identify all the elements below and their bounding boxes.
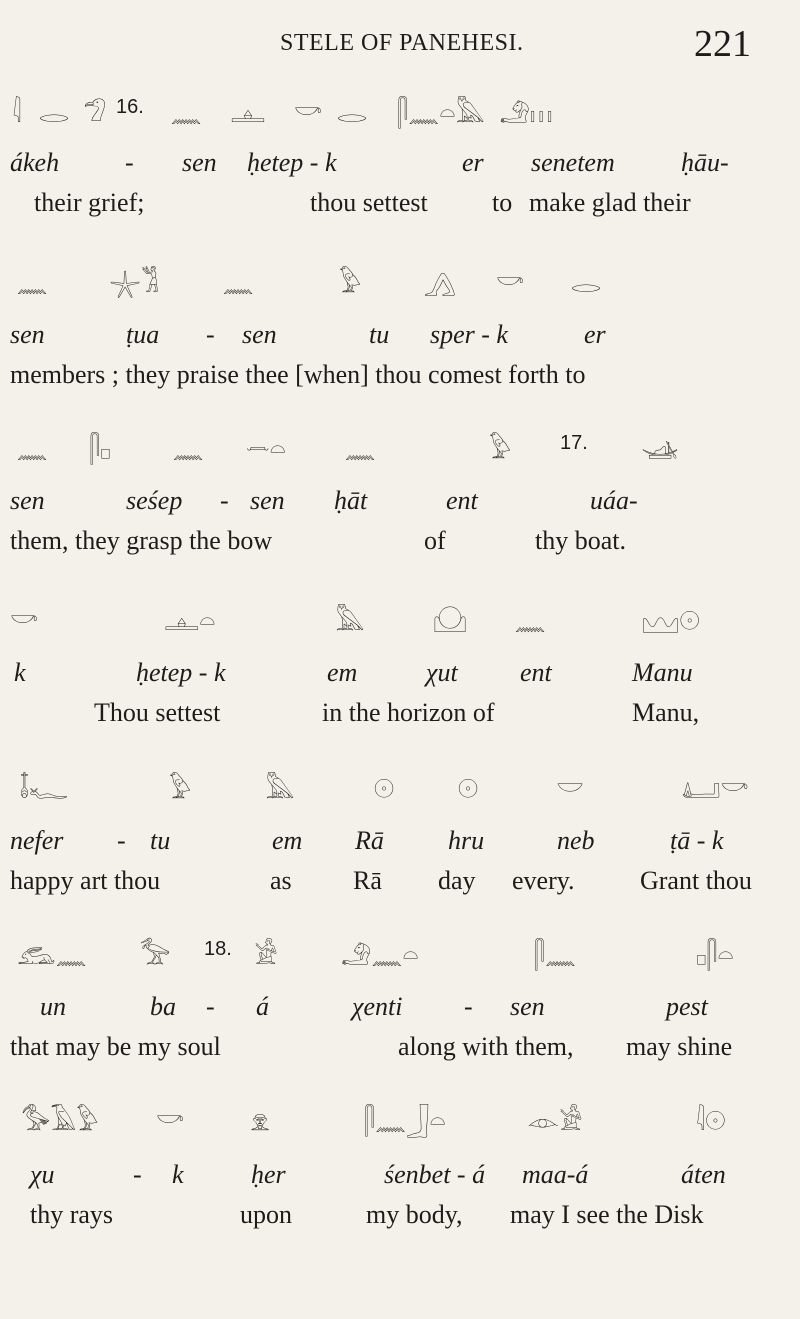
- hieroglyph-row-4: [0, 588, 800, 648]
- bow-icon: 𓌒𓏏: [245, 435, 287, 465]
- running-title: STELE OF PANEHESI.: [280, 30, 524, 56]
- mouth-icon: 𓂋: [336, 99, 368, 129]
- bird-icon: 𓅿: [83, 99, 107, 129]
- translit-word: ṭua: [126, 320, 160, 349]
- translation-phrase: thy rays: [30, 1200, 114, 1229]
- translit-word: tu: [150, 826, 171, 855]
- translit-word: χut: [426, 658, 458, 687]
- translit-word: śenbet - á: [384, 1160, 486, 1189]
- translation-phrase: Manu,: [632, 698, 700, 727]
- translit-word: er: [462, 148, 484, 177]
- eye-icon: 𓁹𓀀: [527, 1107, 583, 1137]
- heart-icon: 𓄤𓆑: [19, 775, 69, 805]
- ibis-icon: 𓅜𓄿𓅱: [21, 1107, 99, 1137]
- translation-phrase: to: [492, 188, 513, 217]
- translation-phrase: in the horizon of: [322, 698, 495, 727]
- translit-word: sper - k: [430, 320, 508, 349]
- water-icon: 𓈖: [172, 435, 204, 465]
- fire-icon: 𓊪𓋴𓏏: [696, 941, 734, 971]
- translit-word: -: [464, 992, 473, 1021]
- water-icon: 𓈖: [514, 607, 546, 637]
- mouth-icon: 𓂋: [38, 99, 70, 129]
- water-icon: 𓋴𓈖: [534, 941, 576, 971]
- senetem-glyphs-icon: 𓋴𓈖𓏏𓅓: [397, 99, 485, 129]
- translit-word: -: [133, 1160, 142, 1189]
- basket-icon: 𓎟: [556, 775, 584, 805]
- translation-phrase: upon: [240, 1200, 292, 1229]
- translation-phrase: Thou settest: [94, 698, 221, 727]
- translit-word: -: [117, 826, 126, 855]
- translit-word: ḥāu-: [681, 148, 729, 177]
- altar-icon: 𓊵𓏏: [164, 607, 216, 637]
- limbs-glyphs-icon: 𓄂𓏥: [499, 99, 553, 129]
- translit-word: χenti: [352, 992, 403, 1021]
- reed-leaf-icon: 𓇋: [12, 99, 22, 129]
- translit-word: ent: [446, 486, 478, 515]
- boat-icon: 𓊛: [641, 435, 679, 465]
- translit-word: k: [172, 1160, 184, 1189]
- hieroglyph-row-2: [0, 250, 800, 310]
- translation-phrase: may shine: [626, 1032, 733, 1061]
- mouth-icon: 𓂋: [570, 269, 602, 299]
- translation-phrase: of: [424, 526, 446, 555]
- translit-word: neb: [557, 826, 595, 855]
- translit-word: sen: [242, 320, 277, 349]
- translit-word: sen: [250, 486, 285, 515]
- translit-word: Manu: [632, 658, 693, 687]
- hieroglyph-row-3: [0, 416, 800, 476]
- line-number-18: 18.: [204, 938, 232, 960]
- water-icon: 𓈖: [16, 269, 48, 299]
- owl-icon: 𓅓: [335, 607, 365, 637]
- translit-word: seśep: [126, 486, 183, 515]
- translit-word: un: [40, 992, 66, 1021]
- chick-icon: 𓅱: [168, 775, 192, 805]
- chick-icon: 𓅱: [488, 435, 512, 465]
- translit-word: χu: [30, 1160, 55, 1189]
- hare-icon: 𓃹𓈖: [17, 941, 87, 971]
- translit-word: nefer: [10, 826, 64, 855]
- translation-phrase: thou settest: [310, 188, 428, 217]
- translit-word: ṭā - k: [670, 826, 724, 855]
- translation-phrase: that may be my soul: [10, 1032, 221, 1061]
- translit-word: -: [220, 486, 229, 515]
- translit-word: ent: [520, 658, 552, 687]
- translit-word: sen: [10, 320, 45, 349]
- prow-icon: 𓄂𓈖𓏏: [341, 941, 419, 971]
- translit-word: ba: [150, 992, 176, 1021]
- give-hand-icon: 𓂞𓎡: [681, 775, 749, 805]
- hills-icon: 𓈉𓇳: [641, 607, 701, 637]
- translation-phrase: Rā: [353, 866, 382, 895]
- translation-phrase: day: [438, 866, 476, 895]
- translation-phrase: Grant thou: [640, 866, 752, 895]
- translation-phrase: along with them,: [398, 1032, 574, 1061]
- grasp-icon: 𓋴𓊪: [89, 435, 111, 465]
- hieroglyph-row-7: [0, 1088, 800, 1148]
- translation-phrase: their grief;: [34, 188, 145, 217]
- translation-phrase: make glad their: [529, 188, 691, 217]
- translation-phrase: may I see the Disk: [510, 1200, 704, 1229]
- translit-word: em: [327, 658, 358, 687]
- sun-day-icon: 𓇳: [457, 775, 479, 805]
- translit-word: ḥetep - k: [136, 658, 226, 687]
- soul-bird-icon: 𓅡: [139, 941, 171, 971]
- translit-word: k: [14, 658, 26, 687]
- translit-word: Rā: [355, 826, 384, 855]
- translit-word: sen: [10, 486, 45, 515]
- translit-word: -: [125, 148, 134, 177]
- translit-word: senetem: [531, 148, 615, 177]
- translation-phrase: my body,: [366, 1200, 463, 1229]
- translation-phrase: members ; they praise thee [when] thou comest forth to: [10, 360, 586, 389]
- owl-icon: 𓅓: [265, 775, 295, 805]
- sun-disk-icon: 𓇋𓇳: [696, 1107, 726, 1137]
- sun-icon: 𓇳: [373, 775, 395, 805]
- water-icon: 𓈖: [344, 435, 376, 465]
- seated-man-icon: 𓀀: [254, 941, 278, 971]
- line-number-16: 16.: [116, 96, 144, 118]
- hieroglyph-row-1: [0, 80, 800, 140]
- translit-word: pest: [666, 992, 708, 1021]
- water-icon: 𓈖: [16, 435, 48, 465]
- translit-word: ḥer: [251, 1160, 286, 1189]
- altar-icon: 𓊵: [230, 99, 266, 129]
- legs-icon: 𓂻: [424, 269, 456, 299]
- translit-word: uáa-: [590, 486, 638, 515]
- translation-phrase: them, they grasp the bow: [10, 526, 273, 555]
- translit-word: áten: [681, 1160, 726, 1189]
- translit-word: -: [206, 320, 215, 349]
- horizon-icon: 𓈌: [433, 607, 467, 637]
- water-icon: 𓈖: [170, 99, 202, 129]
- hieroglyph-row-6: [0, 922, 800, 982]
- page-number: 221: [694, 23, 751, 65]
- basket-icon: 𓎡: [293, 99, 323, 129]
- water-icon: 𓈖: [222, 269, 254, 299]
- worshipper-icon: 𓇼𓀢: [109, 269, 159, 299]
- translation-phrase: happy art thou: [10, 866, 161, 895]
- translit-word: ḥetep - k: [247, 148, 337, 177]
- translit-word: hru: [448, 826, 485, 855]
- translit-word: -: [206, 992, 215, 1021]
- translit-word: maa-á: [522, 1160, 589, 1189]
- line-number-17: 17.: [560, 432, 588, 454]
- translation-phrase: thy boat.: [535, 526, 626, 555]
- basket-icon: 𓎡: [155, 1107, 185, 1137]
- translit-word: em: [272, 826, 303, 855]
- basket-icon: 𓎡: [495, 269, 525, 299]
- translit-word: er: [584, 320, 606, 349]
- translit-word: tu: [369, 320, 390, 349]
- translation-phrase: every.: [512, 866, 575, 895]
- translit-word: ákeh: [10, 148, 60, 177]
- translit-word: á: [256, 992, 269, 1021]
- hieroglyph-row-5: [0, 756, 800, 816]
- translation-phrase: as: [270, 866, 292, 895]
- chick-icon: 𓅱: [338, 269, 362, 299]
- translit-word: sen: [510, 992, 545, 1021]
- translit-word: ḥāt: [334, 486, 368, 515]
- face-icon: 𓁷: [250, 1107, 270, 1137]
- body-icon: 𓋴𓈖𓃀𓏏: [364, 1107, 446, 1137]
- running-head: [0, 23, 800, 65]
- translit-word: sen: [182, 148, 217, 177]
- basket-icon: 𓎡: [9, 607, 39, 637]
